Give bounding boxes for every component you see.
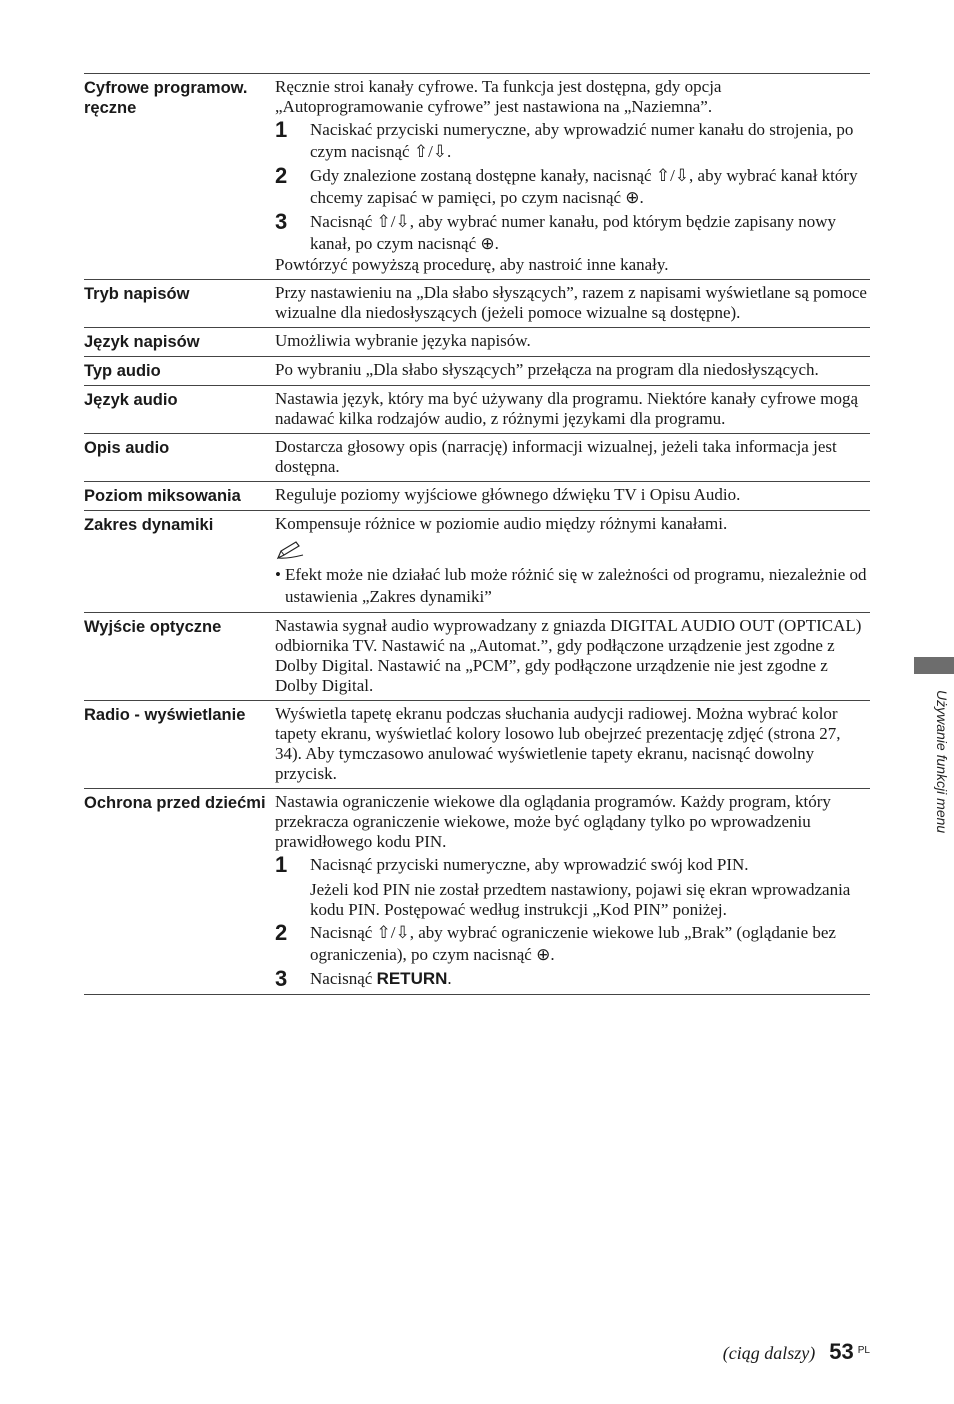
step-number: 3 bbox=[275, 966, 288, 991]
table-row bbox=[84, 385, 870, 433]
bullet-dot: • bbox=[275, 565, 281, 584]
step-number: 3 bbox=[275, 209, 288, 234]
table-row bbox=[84, 481, 870, 510]
step-subtext: Jeżeli kod PIN nie został przedtem nastawiony, pojawi się ekran wprowadzania kodu PIN. Postępować według instrukcji „Kod PIN” poniżej. bbox=[310, 880, 851, 919]
step-text-end: . bbox=[447, 969, 452, 988]
table-row bbox=[84, 327, 870, 356]
table-row bbox=[84, 433, 870, 481]
table-row bbox=[84, 788, 870, 994]
row-description bbox=[275, 437, 870, 477]
row-description bbox=[275, 704, 870, 784]
row-intro: Wyświetla tapetę ekranu podczas słuchania audycji radiowej. Można wybrać kolor tapety ekranu, wyświetlać kolory losowo lub obejrzeć prezentację zdjęć (strona 27, 34). Aby tymczasowo anulować wyświetlenie tapety ekranu, nacisnąć dowolny przycisk. bbox=[275, 704, 841, 783]
row-intro: Reguluje poziomy wyjściowe głównego dźwięku TV i Opisu Audio. bbox=[275, 485, 741, 504]
table-row bbox=[84, 612, 870, 700]
row-description bbox=[275, 360, 870, 381]
step-text: Nacisnąć bbox=[310, 969, 377, 988]
table-row bbox=[84, 74, 870, 279]
settings-table bbox=[84, 73, 870, 995]
row-term: Typ audio bbox=[84, 362, 161, 380]
step-text: Gdy znalezione zostaną dostępne kanały, nacisnąć ⇧/⇩, aby wybrać kanał który chcemy zapisać w pamięci, po czym nacisnąć ⊕. bbox=[310, 166, 858, 207]
row-description bbox=[275, 485, 870, 506]
row-description bbox=[275, 77, 870, 275]
row-description bbox=[275, 331, 870, 352]
row-description bbox=[275, 616, 870, 696]
row-intro: Przy nastawieniu na „Dla słabo słyszących”, razem z napisami wyświetlane są pomoce wizualne dla niedosłyszących (jeżeli pomoce wizualne są dostępne). bbox=[275, 283, 867, 322]
step-text: Nacisnąć przyciski numeryczne, aby wprowadzić swój kod PIN. bbox=[310, 855, 749, 874]
step bbox=[275, 165, 870, 209]
pencil-note-icon bbox=[275, 540, 307, 560]
row-description bbox=[275, 792, 870, 990]
table-row bbox=[84, 279, 870, 327]
row-description bbox=[275, 389, 870, 429]
note-bullet bbox=[275, 564, 870, 608]
step bbox=[275, 922, 870, 966]
row-description bbox=[275, 283, 870, 323]
row-term: Język audio bbox=[84, 391, 178, 409]
step-number: 1 bbox=[275, 117, 288, 142]
table-row bbox=[84, 510, 870, 612]
step-text: Nacisnąć ⇧/⇩, aby wybrać numer kanału, pod którym będzie zapisany nowy kanał, po czym nacisnąć ⊕. bbox=[310, 212, 837, 253]
step-text: Naciskać przyciski numeryczne, aby wprowadzić numer kanału do strojenia, po czym nacisnąć ⇧/⇩. bbox=[310, 120, 854, 161]
step bbox=[275, 211, 870, 255]
row-intro: Umożliwia wybranie języka napisów. bbox=[275, 331, 531, 350]
row-term: Wyjście optyczne bbox=[84, 618, 222, 636]
row-term: Ochrona przed dziećmi bbox=[84, 794, 266, 812]
row-intro: Nastawia ograniczenie wiekowe dla oglądania programów. Każdy program, który przekracza ograniczenie wiekowe, może być oglądany tylko po wprowadzeniu prawidłowego kodu PIN. bbox=[275, 792, 831, 851]
note-text: Efekt może nie działać lub może różnić się w zależności od programu, niezależnie od ustawienia „Zakres dynamiki” bbox=[285, 565, 867, 606]
page-number: 53 bbox=[829, 1339, 854, 1364]
table-row bbox=[84, 700, 870, 788]
row-term: Opis audio bbox=[84, 439, 170, 457]
row-term: Cyfrowe programow. ręczne bbox=[84, 79, 248, 117]
row-term: Język napisów bbox=[84, 333, 200, 351]
section-side-label: Używanie funkcji menu bbox=[934, 690, 950, 834]
page-footer bbox=[723, 1339, 870, 1365]
step bbox=[275, 119, 870, 163]
return-button-label: RETURN bbox=[376, 969, 448, 988]
step bbox=[275, 968, 870, 990]
row-intro: Kompensuje różnice w poziomie audio między różnymi kanałami. bbox=[275, 514, 728, 533]
row-intro: Dostarcza głosowy opis (narrację) informacji wizualnej, jeżeli taka informacja jest dostępna. bbox=[275, 437, 837, 476]
step-number: 2 bbox=[275, 163, 288, 188]
row-intro: Po wybraniu „Dla słabo słyszących” przełącza na program dla niedosłyszących. bbox=[275, 360, 819, 379]
continued-label: (ciąg dalszy) bbox=[722, 1343, 816, 1363]
row-term: Radio - wyświetlanie bbox=[84, 706, 246, 724]
row-term: Zakres dynamiki bbox=[84, 516, 214, 534]
row-description bbox=[275, 514, 870, 608]
row-after-text: Powtórzyć powyższą procedurę, aby nastroić inne kanały. bbox=[275, 255, 669, 274]
table-row bbox=[84, 356, 870, 385]
step-number: 2 bbox=[275, 920, 288, 945]
row-intro: Ręcznie stroi kanały cyfrowe. Ta funkcja jest dostępna, gdy opcja „Autoprogramowanie cyfrowe” jest nastawiona na „Naziemna”. bbox=[275, 77, 722, 116]
step-number: 1 bbox=[275, 852, 288, 877]
step-text-wrapper bbox=[310, 968, 870, 990]
row-intro: Nastawia język, który ma być używany dla programu. Niektóre kanały cyfrowe mogą nadawać kilka rodzajów audio, z różnymi językami dla programu. bbox=[275, 389, 858, 428]
step-text: Nacisnąć ⇧/⇩, aby wybrać ograniczenie wiekowe lub „Brak” (oglądanie bez ograniczenia), po czym nacisnąć ⊕. bbox=[310, 923, 836, 964]
row-intro: Nastawia sygnał audio wyprowadzany z gniazda DIGITAL AUDIO OUT (OPTICAL) odbiornika TV. Nastawić na „Automat.”, gdy podłączone urządzenie jest zgodne z Dolby Digital. Nastawić na „PCM”, gdy podłączone urządzenie nie jest zgodne z Dolby Digital. bbox=[275, 616, 862, 695]
section-tab-marker bbox=[914, 657, 954, 674]
row-term: Poziom miksowania bbox=[84, 487, 241, 505]
language-code: PL bbox=[857, 1345, 870, 1356]
row-term: Tryb napisów bbox=[84, 285, 190, 303]
step bbox=[275, 854, 870, 876]
